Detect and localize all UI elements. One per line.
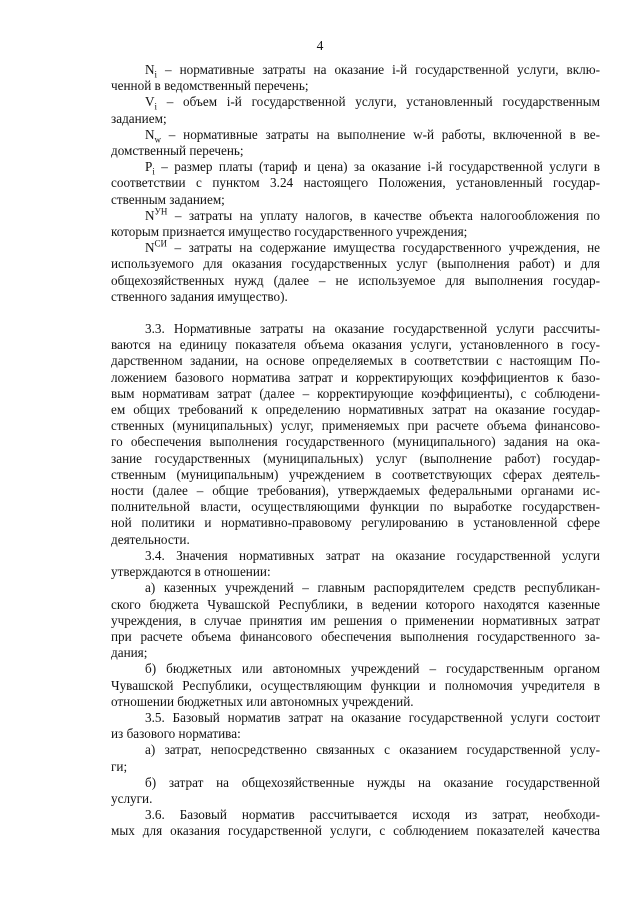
paragraph-3-6: 3.6. Базовый норматив рассчитывается исходя из затрат, необходи- мых для оказания государственной услуги, с соблюдением показателей качества [111,807,600,839]
paragraph-3-5: 3.5. Базовый норматив затрат на оказание государственной услуги состоит из базового норматива: [111,709,600,742]
paragraph-3-4-b: б) бюджетных или автономных учреждений – государственным органом Чувашской Республики, осуществляющим функции и полномочия учредителя в отношении бюджетных или автономных учреждений. [111,661,600,709]
definition-ni: $N_i$ – нормативные затраты на оказание i-й государственной услуги, вклю- ченной в ведомственный перечень; [111,62,600,94]
paragraph-3-5-b: б) затрат на общехозяйственные нужды на оказание государственной услуги. [111,774,600,806]
definition-vi: $V_i$ – объем i-й государственной услуги, установленный государственным заданием; [111,94,600,126]
paragraph-3-4-a: а) казенных учреждений – главным распорядителем средств республикан- ского бюджета Чувашской Республики, в ведении которого находятся казенные учреждения, в случае принятия им решения о применении нормативных затрат при расчете объема финансового обеспечения выполнения государственного за- дания; [111,580,600,661]
page-number: 4 [316,38,324,53]
definition-symbol: N [145,62,155,77]
definition-nw: $N_w$ – нормативные затраты на выполнение w-й работы, включенной в ве- домственный перечень; [111,126,600,159]
definition-pi: $P_i$ – размер платы (тариф и цена) за оказание i-й государственной услуги в соответствии с пунктом 3.24 настоящего Положения, установленный государ- ственным заданием; [111,159,600,207]
document-body [111,62,600,840]
definition-nun: $N^{УН}$ – затраты на уплату налогов, в качестве объекта налогообложения по которым признается имущество государственного учреждения; [111,207,600,240]
paragraph-3-3: 3.3. Нормативные затраты на оказание государственной услуги рассчиты- ваются на единицу показателя объема оказания услуги, установленного в госу- дарственном задании, на основе определяемых в соответствии с настоящим По- ложением базового норматива затрат и корректирующих коэффициентов к базо- вым нормативам затрат (далее – корректирующие коэффициенты), с соблюдени- ем общих требований к определению нормативных затрат на оказание государ- ственных (муниципальных) услуг, применяемых при расчете объема финансово- го обеспечения выполнения государственного (муниципального) задания на ока- зание государственных (муниципальных) услуг (выполнение работ) государ- ственным (муниципальным) учреждением в соответствующих сферах деятель- ности (далее – общие требования), утверждаемых федеральными органами ис- полнительной власти, осуществляющими функции по выработке государствен- ной политики и нормативно-правовому регулированию в установленной сфере деятельности. [111,321,600,547]
paragraph-3-4: 3.4. Значения нормативных затрат на оказание государственной услуги утверждаются в отношении: [111,547,600,580]
paragraph-3-5-a: а) затрат, непосредственно связанных с оказанием государственной услу- ги; [111,742,600,774]
definition-nsi: $N^{СИ}$ – затраты на содержание имущества государственного учреждения, не используемого для оказания государственных услуг (выполнения работ) и для общехозяйственных нужд (далее – не используемое для выполнения государ- ственного задания имущество). [111,240,600,304]
